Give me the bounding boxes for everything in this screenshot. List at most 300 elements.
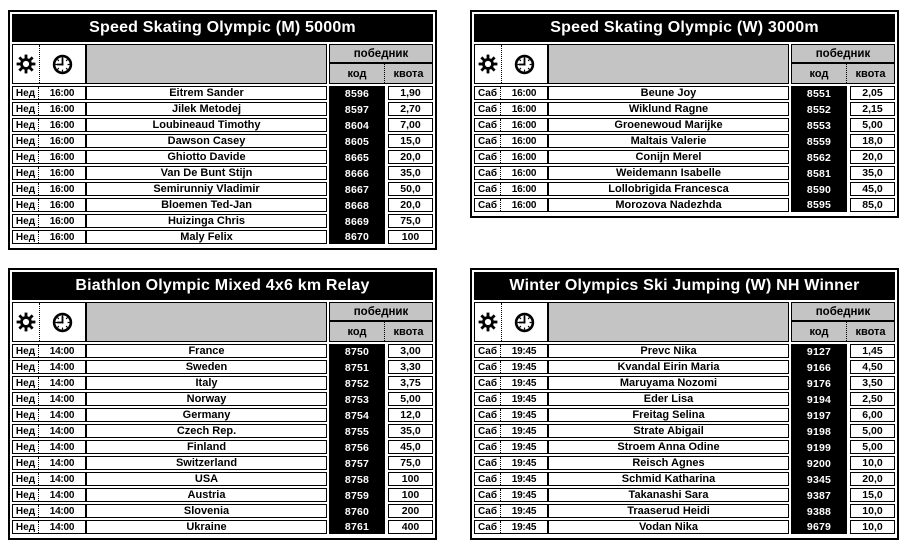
day-cell: Нед bbox=[13, 361, 39, 373]
table-row bbox=[12, 360, 433, 374]
code-cell: 8670 bbox=[329, 230, 385, 244]
table-row bbox=[474, 166, 895, 180]
day-time-cell bbox=[12, 360, 86, 374]
time-cell: 16:00 bbox=[511, 199, 537, 211]
odds-cell: 5,00 bbox=[850, 424, 895, 438]
competitor-cell: Stroem Anna Odine bbox=[548, 440, 789, 454]
odds-cell: 5,00 bbox=[850, 118, 895, 132]
table-header bbox=[12, 302, 433, 342]
table-row bbox=[474, 86, 895, 100]
day-time-cell bbox=[12, 440, 86, 454]
table-row bbox=[12, 182, 433, 196]
odds-cell: 400 bbox=[388, 520, 433, 534]
code-odds-header bbox=[329, 63, 433, 84]
clock-icon bbox=[502, 45, 547, 83]
code-cell: 8605 bbox=[329, 134, 385, 150]
table-row bbox=[12, 166, 433, 180]
odds-cell: 3,75 bbox=[388, 376, 433, 390]
time-cell: 16:00 bbox=[49, 183, 75, 195]
day-time-cell bbox=[474, 344, 548, 358]
day-time-cell bbox=[12, 392, 86, 406]
day-time-cell bbox=[12, 86, 86, 100]
odds-cell: 3,50 bbox=[850, 376, 895, 390]
odds-cell: 10,0 bbox=[850, 456, 895, 470]
day-time-cell bbox=[12, 102, 86, 116]
time-cell: 19:45 bbox=[511, 377, 537, 389]
sun-icon bbox=[13, 45, 40, 83]
code-cell: 8751 bbox=[329, 360, 385, 376]
code-cell: 9176 bbox=[791, 376, 847, 392]
code-cell: 9166 bbox=[791, 360, 847, 376]
competitor-cell: Reisch Agnes bbox=[548, 456, 789, 470]
day-cell: Саб bbox=[475, 151, 501, 163]
day-cell: Нед bbox=[13, 377, 39, 389]
time-cell: 14:00 bbox=[49, 345, 75, 357]
table-row bbox=[12, 198, 433, 212]
sun-icon bbox=[475, 303, 502, 341]
competitor-cell: Takanashi Sara bbox=[548, 488, 789, 502]
odds-table-biathlon-relay bbox=[8, 268, 437, 540]
competitor-cell: Conijn Merel bbox=[548, 150, 789, 164]
odds-cell: 10,0 bbox=[850, 520, 895, 534]
table-header bbox=[12, 44, 433, 84]
time-cell: 19:45 bbox=[511, 489, 537, 501]
time-cell: 14:00 bbox=[49, 505, 75, 517]
day-time-cell bbox=[474, 102, 548, 116]
day-time-cell bbox=[474, 408, 548, 422]
table-row bbox=[474, 408, 895, 422]
table-row bbox=[474, 102, 895, 116]
competitor-cell: Ukraine bbox=[86, 520, 327, 534]
code-cell: 9194 bbox=[791, 392, 847, 408]
competitor-header-cell bbox=[86, 302, 327, 342]
code-header: код bbox=[792, 322, 847, 341]
competitor-cell: Finland bbox=[86, 440, 327, 454]
code-cell: 8559 bbox=[791, 134, 847, 150]
day-cell: Саб bbox=[475, 473, 501, 485]
odds-cell: 2,70 bbox=[388, 102, 433, 116]
code-cell: 8750 bbox=[329, 344, 385, 360]
table-row bbox=[12, 376, 433, 390]
code-cell: 9387 bbox=[791, 488, 847, 504]
table-row bbox=[12, 230, 433, 244]
day-cell: Саб bbox=[475, 87, 501, 99]
table-row bbox=[474, 472, 895, 486]
code-cell: 8562 bbox=[791, 150, 847, 166]
day-cell: Саб bbox=[475, 489, 501, 501]
table-row bbox=[474, 150, 895, 164]
day-cell: Нед bbox=[13, 489, 39, 501]
table-rows bbox=[12, 86, 433, 244]
table-row bbox=[12, 102, 433, 116]
odds-cell: 100 bbox=[388, 488, 433, 502]
competitor-cell: Lollobrigida Francesca bbox=[548, 182, 789, 196]
competitor-header-cell bbox=[548, 44, 789, 84]
table-row bbox=[12, 134, 433, 148]
odds-cell: 35,0 bbox=[850, 166, 895, 180]
competitor-header-cell bbox=[86, 44, 327, 84]
code-cell: 9200 bbox=[791, 456, 847, 472]
table-row bbox=[12, 440, 433, 454]
day-cell: Нед bbox=[13, 457, 39, 469]
time-cell: 16:00 bbox=[49, 167, 75, 179]
winner-header: победник bbox=[791, 302, 895, 321]
time-cell: 14:00 bbox=[49, 409, 75, 421]
table-row bbox=[12, 472, 433, 486]
day-cell: Нед bbox=[13, 135, 39, 147]
time-cell: 19:45 bbox=[511, 425, 537, 437]
sun-icon bbox=[475, 45, 502, 83]
code-cell: 8755 bbox=[329, 424, 385, 440]
code-cell: 8759 bbox=[329, 488, 385, 504]
odds-cell: 15,0 bbox=[850, 488, 895, 502]
day-time-cell bbox=[12, 408, 86, 422]
time-cell: 16:00 bbox=[49, 199, 75, 211]
odds-cell: 4,50 bbox=[850, 360, 895, 374]
time-cell: 16:00 bbox=[511, 119, 537, 131]
day-cell: Саб bbox=[475, 393, 501, 405]
competitor-cell: Dawson Casey bbox=[86, 134, 327, 148]
day-time-cell bbox=[474, 118, 548, 132]
code-cell: 9198 bbox=[791, 424, 847, 440]
day-cell: Саб bbox=[475, 457, 501, 469]
day-time-cell bbox=[474, 504, 548, 518]
competitor-cell: USA bbox=[86, 472, 327, 486]
time-cell: 16:00 bbox=[49, 135, 75, 147]
code-cell: 8756 bbox=[329, 440, 385, 456]
table-row bbox=[474, 456, 895, 470]
day-cell: Саб bbox=[475, 521, 501, 533]
code-cell: 9127 bbox=[791, 344, 847, 360]
table-row bbox=[12, 86, 433, 100]
table-row bbox=[12, 520, 433, 534]
code-odds-header bbox=[329, 321, 433, 342]
code-header: код bbox=[792, 64, 847, 83]
odds-cell: 1,45 bbox=[850, 344, 895, 358]
winner-header: победник bbox=[329, 44, 433, 63]
table-title: Biathlon Olympic Mixed 4x6 km Relay bbox=[12, 272, 433, 300]
day-cell: Саб bbox=[475, 377, 501, 389]
table-title: Speed Skating Olympic (M) 5000m bbox=[12, 14, 433, 42]
competitor-cell: Maly Felix bbox=[86, 230, 327, 244]
time-cell: 16:00 bbox=[49, 215, 75, 227]
day-cell: Саб bbox=[475, 425, 501, 437]
odds-cell: 100 bbox=[388, 472, 433, 486]
day-time-cell bbox=[474, 182, 548, 196]
time-cell: 16:00 bbox=[49, 87, 75, 99]
time-cell: 16:00 bbox=[49, 119, 75, 131]
odds-cell: 6,00 bbox=[850, 408, 895, 422]
odds-cell: 12,0 bbox=[388, 408, 433, 422]
competitor-cell: Wiklund Ragne bbox=[548, 102, 789, 116]
time-cell: 14:00 bbox=[49, 521, 75, 533]
day-cell: Нед bbox=[13, 521, 39, 533]
competitor-cell: Italy bbox=[86, 376, 327, 390]
odds-cell: 10,0 bbox=[850, 504, 895, 518]
day-time-cell bbox=[474, 488, 548, 502]
table-row bbox=[474, 360, 895, 374]
odds-cell: 15,0 bbox=[388, 134, 433, 148]
odds-header: квота bbox=[855, 67, 886, 80]
day-time-cell bbox=[474, 440, 548, 454]
day-cell: Нед bbox=[13, 393, 39, 405]
odds-cell: 18,0 bbox=[850, 134, 895, 148]
day-time-cell bbox=[12, 344, 86, 358]
code-cell: 8595 bbox=[791, 198, 847, 212]
day-time-cell bbox=[474, 360, 548, 374]
code-cell: 8665 bbox=[329, 150, 385, 166]
time-cell: 19:45 bbox=[511, 457, 537, 469]
time-cell: 16:00 bbox=[511, 103, 537, 115]
day-time-cell bbox=[12, 118, 86, 132]
odds-table-ski-jumping-w bbox=[470, 268, 899, 540]
code-cell: 9199 bbox=[791, 440, 847, 456]
code-cell: 9197 bbox=[791, 408, 847, 424]
competitor-cell: Switzerland bbox=[86, 456, 327, 470]
competitor-cell: Van De Bunt Stijn bbox=[86, 166, 327, 180]
day-cell: Саб bbox=[475, 409, 501, 421]
code-cell: 8757 bbox=[329, 456, 385, 472]
competitor-cell: Weidemann Isabelle bbox=[548, 166, 789, 180]
competitor-cell: Prevc Nika bbox=[548, 344, 789, 358]
table-row bbox=[12, 150, 433, 164]
time-cell: 16:00 bbox=[49, 103, 75, 115]
table-row bbox=[12, 118, 433, 132]
code-cell: 8761 bbox=[329, 520, 385, 534]
odds-header: квота bbox=[855, 325, 886, 338]
competitor-cell: Bloemen Ted-Jan bbox=[86, 198, 327, 212]
day-cell: Нед bbox=[13, 103, 39, 115]
day-cell: Саб bbox=[475, 183, 501, 195]
competitor-cell: Beune Joy bbox=[548, 86, 789, 100]
clock-icon bbox=[502, 303, 547, 341]
competitor-cell: France bbox=[86, 344, 327, 358]
day-cell: Нед bbox=[13, 87, 39, 99]
odds-cell: 45,0 bbox=[850, 182, 895, 196]
competitor-cell: Jilek Metodej bbox=[86, 102, 327, 116]
competitor-cell: Sweden bbox=[86, 360, 327, 374]
day-cell: Саб bbox=[475, 441, 501, 453]
competitor-cell: Loubineaud Timothy bbox=[86, 118, 327, 132]
odds-header: квота bbox=[393, 325, 424, 338]
competitor-cell: Vodan Nika bbox=[548, 520, 789, 534]
table-row bbox=[474, 134, 895, 148]
time-cell: 16:00 bbox=[511, 135, 537, 147]
code-cell: 8590 bbox=[791, 182, 847, 198]
table-rows bbox=[12, 344, 433, 534]
icons-header-cell bbox=[474, 302, 548, 342]
odds-cell: 5,00 bbox=[388, 392, 433, 406]
odds-cell: 2,50 bbox=[850, 392, 895, 406]
odds-cell: 200 bbox=[388, 504, 433, 518]
odds-cell: 50,0 bbox=[388, 182, 433, 196]
table-title: Speed Skating Olympic (W) 3000m bbox=[474, 14, 895, 42]
icons-header-cell bbox=[12, 44, 86, 84]
day-cell: Нед bbox=[13, 505, 39, 517]
day-time-cell bbox=[474, 520, 548, 534]
day-cell: Нед bbox=[13, 409, 39, 421]
time-cell: 16:00 bbox=[49, 151, 75, 163]
time-cell: 14:00 bbox=[49, 441, 75, 453]
day-cell: Нед bbox=[13, 119, 39, 131]
winner-header: победник bbox=[791, 44, 895, 63]
competitor-cell: Kvandal Eirin Maria bbox=[548, 360, 789, 374]
table-rows bbox=[474, 86, 895, 212]
code-cell: 9679 bbox=[791, 520, 847, 534]
day-cell: Саб bbox=[475, 505, 501, 517]
day-time-cell bbox=[12, 520, 86, 534]
day-time-cell bbox=[12, 456, 86, 470]
day-cell: Нед bbox=[13, 425, 39, 437]
odds-cell: 100 bbox=[388, 230, 433, 244]
time-cell: 19:45 bbox=[511, 345, 537, 357]
time-cell: 16:00 bbox=[49, 231, 75, 243]
day-cell: Саб bbox=[475, 135, 501, 147]
day-cell: Саб bbox=[475, 119, 501, 131]
day-time-cell bbox=[474, 150, 548, 164]
odds-table-speed-skating-m bbox=[8, 10, 437, 250]
code-cell: 8668 bbox=[329, 198, 385, 214]
table-title: Winter Olympics Ski Jumping (W) NH Winner bbox=[474, 272, 895, 300]
table-row bbox=[474, 182, 895, 196]
competitor-cell: Eder Lisa bbox=[548, 392, 789, 406]
icons-header-cell bbox=[12, 302, 86, 342]
table-row bbox=[474, 440, 895, 454]
time-cell: 14:00 bbox=[49, 361, 75, 373]
time-cell: 19:45 bbox=[511, 505, 537, 517]
competitor-cell: Freitag Selina bbox=[548, 408, 789, 422]
day-cell: Нед bbox=[13, 183, 39, 195]
competitor-cell: Slovenia bbox=[86, 504, 327, 518]
competitor-cell: Groenewoud Marijke bbox=[548, 118, 789, 132]
code-cell: 8596 bbox=[329, 86, 385, 102]
code-cell: 8581 bbox=[791, 166, 847, 182]
table-row bbox=[474, 344, 895, 358]
table-row bbox=[474, 424, 895, 438]
code-cell: 8666 bbox=[329, 166, 385, 182]
day-time-cell bbox=[12, 214, 86, 228]
table-row bbox=[474, 488, 895, 502]
odds-cell: 20,0 bbox=[850, 150, 895, 164]
competitor-cell: Czech Rep. bbox=[86, 424, 327, 438]
odds-cell: 35,0 bbox=[388, 424, 433, 438]
time-cell: 14:00 bbox=[49, 473, 75, 485]
code-cell: 8552 bbox=[791, 102, 847, 118]
competitor-header-cell bbox=[548, 302, 789, 342]
day-cell: Саб bbox=[475, 103, 501, 115]
table-row bbox=[474, 392, 895, 406]
code-cell: 8597 bbox=[329, 102, 385, 118]
time-cell: 19:45 bbox=[511, 441, 537, 453]
time-cell: 16:00 bbox=[511, 87, 537, 99]
competitor-cell: Eitrem Sander bbox=[86, 86, 327, 100]
competitor-cell: Semirunniy Vladimir bbox=[86, 182, 327, 196]
day-time-cell bbox=[474, 392, 548, 406]
code-cell: 9388 bbox=[791, 504, 847, 520]
odds-cell: 2,05 bbox=[850, 86, 895, 100]
code-cell: 8758 bbox=[329, 472, 385, 488]
odds-header: квота bbox=[393, 67, 424, 80]
competitor-cell: Ghiotto Davide bbox=[86, 150, 327, 164]
day-time-cell bbox=[474, 198, 548, 212]
day-time-cell bbox=[12, 198, 86, 212]
day-cell: Саб bbox=[475, 167, 501, 179]
code-cell: 9345 bbox=[791, 472, 847, 488]
table-row bbox=[474, 376, 895, 390]
day-time-cell bbox=[12, 134, 86, 148]
code-cell: 8669 bbox=[329, 214, 385, 230]
day-time-cell bbox=[474, 86, 548, 100]
day-time-cell bbox=[12, 424, 86, 438]
code-cell: 8760 bbox=[329, 504, 385, 520]
day-time-cell bbox=[12, 150, 86, 164]
odds-cell: 3,30 bbox=[388, 360, 433, 374]
odds-cell: 85,0 bbox=[850, 198, 895, 212]
code-header: код bbox=[330, 64, 385, 83]
time-cell: 14:00 bbox=[49, 377, 75, 389]
odds-cell: 45,0 bbox=[388, 440, 433, 454]
day-cell: Нед bbox=[13, 441, 39, 453]
odds-cell: 20,0 bbox=[388, 198, 433, 212]
table-row bbox=[12, 488, 433, 502]
code-cell: 8604 bbox=[329, 118, 385, 134]
competitor-cell: Huizinga Chris bbox=[86, 214, 327, 228]
time-cell: 19:45 bbox=[511, 409, 537, 421]
day-time-cell bbox=[12, 504, 86, 518]
day-cell: Саб bbox=[475, 361, 501, 373]
day-time-cell bbox=[12, 376, 86, 390]
day-time-cell bbox=[474, 376, 548, 390]
competitor-cell: Morozova Nadezhda bbox=[548, 198, 789, 212]
code-cell: 8553 bbox=[791, 118, 847, 134]
time-cell: 16:00 bbox=[511, 183, 537, 195]
table-row bbox=[12, 214, 433, 228]
code-cell: 8753 bbox=[329, 392, 385, 408]
competitor-cell: Austria bbox=[86, 488, 327, 502]
clock-icon bbox=[40, 45, 85, 83]
odds-cell: 7,00 bbox=[388, 118, 433, 132]
time-cell: 19:45 bbox=[511, 361, 537, 373]
code-cell: 8667 bbox=[329, 182, 385, 198]
day-time-cell bbox=[474, 456, 548, 470]
day-time-cell bbox=[12, 472, 86, 486]
day-cell: Нед bbox=[13, 345, 39, 357]
competitor-cell: Strate Abigail bbox=[548, 424, 789, 438]
competitor-cell: Maruyama Nozomi bbox=[548, 376, 789, 390]
day-time-cell bbox=[474, 166, 548, 180]
winner-header: победник bbox=[329, 302, 433, 321]
day-cell: Саб bbox=[475, 199, 501, 211]
sun-icon bbox=[13, 303, 40, 341]
table-row bbox=[474, 198, 895, 212]
day-cell: Нед bbox=[13, 167, 39, 179]
competitor-cell: Norway bbox=[86, 392, 327, 406]
day-cell: Нед bbox=[13, 473, 39, 485]
odds-cell: 35,0 bbox=[388, 166, 433, 180]
code-header: код bbox=[330, 322, 385, 341]
table-row bbox=[12, 344, 433, 358]
competitor-cell: Traaserud Heidi bbox=[548, 504, 789, 518]
day-time-cell bbox=[12, 230, 86, 244]
table-row bbox=[12, 424, 433, 438]
code-cell: 8752 bbox=[329, 376, 385, 392]
competitor-cell: Maltais Valerie bbox=[548, 134, 789, 148]
odds-cell: 75,0 bbox=[388, 456, 433, 470]
table-row bbox=[12, 504, 433, 518]
table-rows bbox=[474, 344, 895, 534]
day-time-cell bbox=[12, 166, 86, 180]
table-header bbox=[474, 302, 895, 342]
